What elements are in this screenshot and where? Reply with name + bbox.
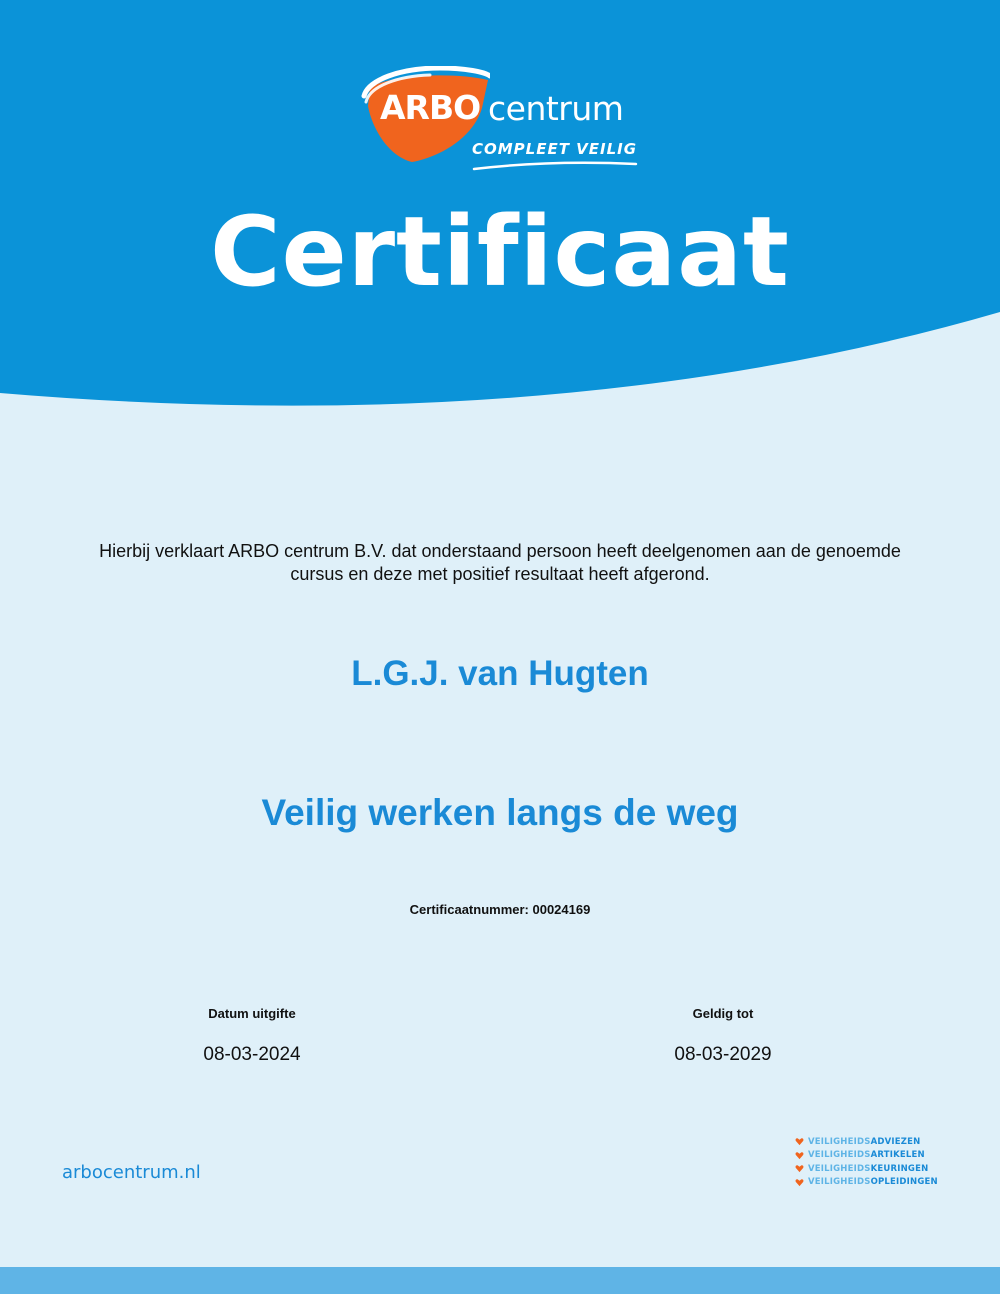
valid-until-label: Geldig tot	[692, 1006, 754, 1021]
issue-date-block	[132, 1006, 372, 1066]
heart-icon	[795, 1137, 804, 1146]
services-list	[795, 1135, 938, 1189]
tagline-underline	[470, 158, 640, 172]
issue-date-value: 08-03-2024	[203, 1044, 301, 1065]
logo-tagline: COMPLEET VEILIG	[472, 140, 638, 158]
statement-line-1: Hierbij verklaart ARBO centrum B.V. dat onderstaand persoon heeft deelgenomen aan de genoemde	[99, 541, 901, 561]
service-item	[795, 1176, 938, 1190]
service-prefix: VEILIGHEIDS	[808, 1136, 871, 1147]
certificate-title: Certificaat	[210, 196, 790, 308]
holder-name: L.G.J. van Hugten	[351, 654, 649, 693]
service-suffix: KEURINGEN	[870, 1163, 929, 1174]
certificate-number: Certificaatnummer: 00024169	[409, 902, 591, 917]
heart-icon	[795, 1164, 804, 1173]
heart-icon	[795, 1178, 804, 1187]
statement-line-2: cursus en deze met positief resultaat heeft afgerond.	[290, 564, 710, 584]
heart-icon	[795, 1151, 804, 1160]
valid-until-value: 08-03-2029	[674, 1044, 772, 1065]
service-prefix: VEILIGHEIDS	[808, 1163, 871, 1174]
issue-date-label: Datum uitgifte	[208, 1006, 296, 1021]
service-suffix: ADVIEZEN	[870, 1136, 921, 1147]
valid-until-block	[603, 1006, 843, 1066]
arbo-centrum-logo	[360, 66, 650, 176]
footer-bar	[0, 1267, 1000, 1294]
service-item	[795, 1162, 938, 1176]
service-prefix: VEILIGHEIDS	[808, 1150, 871, 1161]
logo-brand-bold: ARBO	[380, 88, 481, 127]
course-name: Veilig werken langs de weg	[261, 792, 739, 833]
certificate-statement	[50, 540, 950, 586]
website-link[interactable]: arbocentrum.nl	[62, 1162, 201, 1183]
logo-brand-rest: centrum	[488, 89, 624, 128]
service-suffix: OPLEIDINGEN	[870, 1177, 938, 1188]
service-prefix: VEILIGHEIDS	[808, 1177, 871, 1188]
service-item	[795, 1149, 938, 1163]
service-item	[795, 1135, 938, 1149]
service-suffix: ARTIKELEN	[870, 1150, 925, 1161]
